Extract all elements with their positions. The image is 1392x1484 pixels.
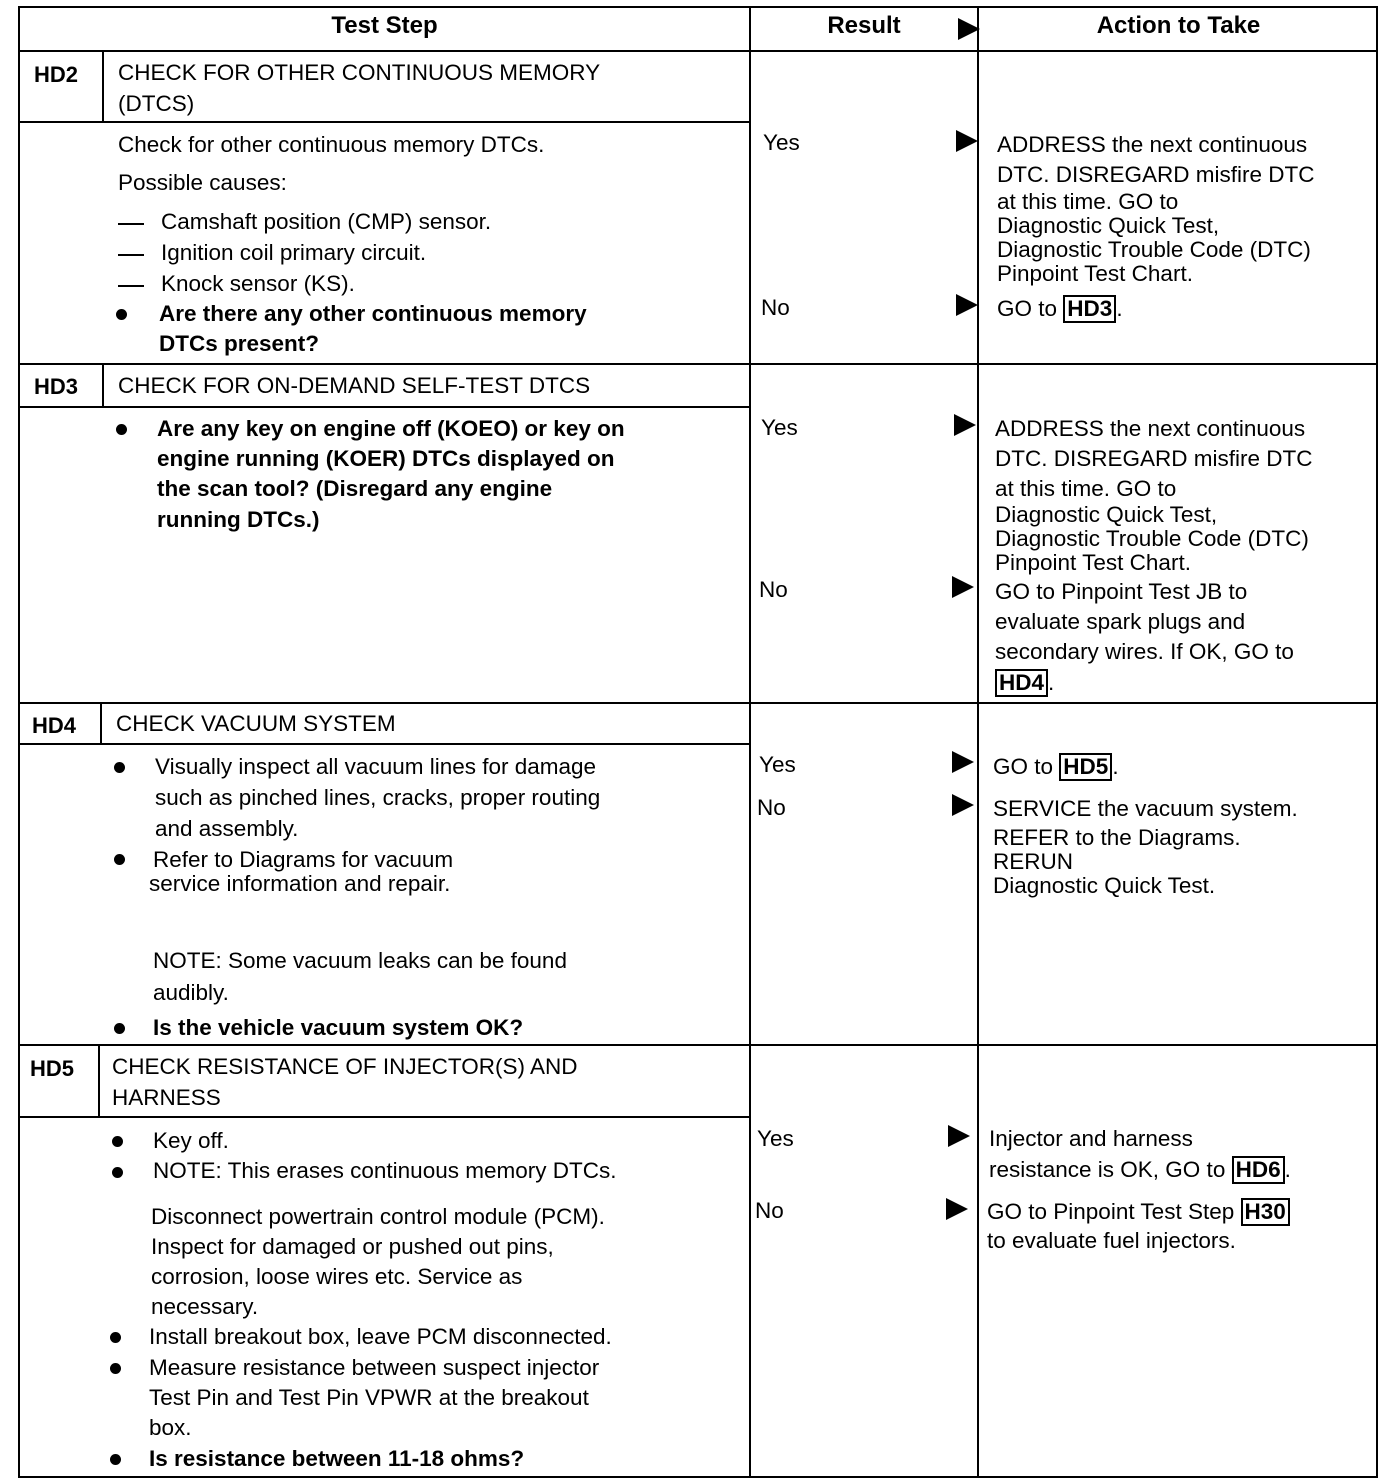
hd3-result-no: No [759, 577, 788, 602]
hd3-yes-action: at this time. GO to [995, 476, 1177, 501]
header-action: Action to Take [1096, 12, 1261, 39]
hd5-instruction: Key off. [153, 1128, 229, 1153]
hd4-step-title: CHECK VACUUM SYSTEM [116, 711, 396, 736]
hd4-instruction: service information and repair. [149, 871, 451, 896]
bullet-icon [114, 1023, 125, 1034]
hd4-divider [20, 1044, 1376, 1046]
action-text: GO to [993, 754, 1054, 779]
hd2-id-divider [102, 50, 104, 122]
hd5-step-title-line2: HARNESS [112, 1085, 221, 1110]
action-punct: . [1112, 754, 1119, 779]
hd5-id-divider [98, 1045, 100, 1117]
hd3-yes-action: DTC. DISREGARD misfire DTC [995, 446, 1313, 471]
hd4-note: audibly. [153, 980, 229, 1005]
hd2-result-yes: Yes [763, 130, 800, 155]
column-divider-result [749, 8, 751, 1476]
hd5-instruction: Inspect for damaged or pushed out pins, [151, 1234, 554, 1259]
hd5-no-action [987, 1198, 1290, 1226]
hd4-title-divider [20, 743, 749, 745]
hd3-no-action: evaluate spark plugs and [995, 609, 1246, 634]
bullet-icon [110, 1363, 121, 1374]
header-test-step: Test Step [331, 12, 438, 39]
hd5-instruction: corrosion, loose wires etc. Service as [151, 1264, 523, 1289]
hd2-text: Check for other continuous memory DTCs. [118, 132, 545, 157]
hd4-question: Is the vehicle vacuum system OK? [153, 1015, 524, 1040]
hd2-question: Are there any other continuous memory [159, 301, 587, 326]
hd5-result-no: No [755, 1198, 784, 1223]
hd2-result-no: No [761, 295, 790, 320]
hd4-instruction: such as pinched lines, cracks, proper routing [155, 785, 601, 810]
hd4-note: NOTE: Some vacuum leaks can be found [153, 948, 567, 973]
arrow-icon [954, 414, 976, 436]
hd2-yes-action: DTC. DISREGARD misfire DTC [997, 162, 1315, 187]
hd6-step-link[interactable]: HD6 [1232, 1156, 1285, 1184]
hd2-question: DTCs present? [159, 331, 320, 356]
header-result: Result [827, 12, 901, 39]
hd5-instruction: necessary. [151, 1294, 259, 1319]
hd4-instruction: and assembly. [155, 816, 299, 841]
column-divider-action [977, 8, 979, 1476]
hd2-step-id: HD2 [34, 62, 79, 87]
arrow-icon [946, 1198, 968, 1220]
hd4-result-no: No [757, 795, 786, 820]
hd2-divider [20, 363, 1376, 365]
hd3-yes-action: Diagnostic Trouble Code (DTC) [995, 526, 1309, 551]
action-punct: . [1116, 296, 1123, 321]
hd2-step-title-line1: CHECK FOR OTHER CONTINUOUS MEMORY [118, 60, 601, 85]
hd2-title-divider [20, 121, 749, 123]
arrow-icon [952, 576, 974, 598]
hd5-title-divider [20, 1116, 749, 1118]
hd4-step-id: HD4 [32, 713, 77, 738]
bullet-icon [110, 1332, 121, 1343]
arrow-icon [952, 751, 974, 773]
hd3-divider [20, 702, 1376, 704]
diagnostic-table [18, 6, 1378, 1478]
hd4-step-link[interactable]: HD4 [995, 669, 1048, 697]
hd4-instruction: Visually inspect all vacuum lines for damage [155, 754, 597, 779]
hd3-no-action: secondary wires. If OK, GO to [995, 639, 1294, 664]
hd2-cause: Ignition coil primary circuit. [161, 240, 427, 265]
bullet-icon [116, 309, 127, 320]
hd5-instruction: box. [149, 1415, 192, 1440]
hd3-step-title: CHECK FOR ON-DEMAND SELF-TEST DTCS [118, 373, 591, 398]
dash-icon [118, 254, 144, 256]
header-arrow-icon [958, 18, 980, 40]
hd3-question: engine running (KOER) DTCs displayed on [157, 446, 615, 471]
hd5-result-yes: Yes [757, 1126, 794, 1151]
dash-icon [118, 223, 144, 225]
hd3-question: running DTCs.) [157, 507, 320, 532]
hd2-yes-action: ADDRESS the next continuous [997, 132, 1308, 157]
bullet-icon [112, 1167, 123, 1178]
hd5-yes-action [989, 1156, 1291, 1184]
hd4-no-action: RERUN [993, 849, 1074, 874]
hd2-cause: Camshaft position (CMP) sensor. [161, 209, 492, 234]
header-divider [20, 50, 1376, 52]
action-text: GO to Pinpoint Test Step [987, 1199, 1235, 1224]
action-punct: . [1284, 1157, 1291, 1182]
hd2-yes-action: Diagnostic Trouble Code (DTC) [997, 237, 1311, 262]
hd3-step-link[interactable]: HD3 [1063, 295, 1116, 323]
hd5-instruction: NOTE: This erases continuous memory DTCs. [153, 1158, 617, 1183]
hd3-question: the scan tool? (Disregard any engine [157, 476, 553, 501]
arrow-icon [952, 794, 974, 816]
hd4-no-action: Diagnostic Quick Test. [993, 873, 1216, 898]
hd2-cause: Knock sensor (KS). [161, 271, 355, 296]
hd5-instruction: Measure resistance between suspect injector [149, 1355, 600, 1380]
hd2-no-action [997, 295, 1123, 323]
hd3-no-action: GO to Pinpoint Test JB to [995, 579, 1248, 604]
hd2-text: Possible causes: [118, 170, 287, 195]
dash-icon [118, 285, 144, 287]
action-text: resistance is OK, GO to [989, 1157, 1226, 1182]
hd4-no-action: REFER to the Diagrams. [993, 825, 1241, 850]
hd3-step-id: HD3 [34, 374, 79, 399]
bullet-icon [110, 1454, 121, 1465]
hd5-step-id: HD5 [30, 1056, 75, 1081]
bullet-icon [114, 762, 125, 773]
hd3-result-yes: Yes [761, 415, 798, 440]
hd5-instruction: Disconnect powertrain control module (PCM). [151, 1204, 605, 1229]
action-punct: . [1048, 670, 1055, 695]
arrow-icon [948, 1125, 970, 1147]
arrow-icon [956, 130, 978, 152]
hd3-yes-action: Diagnostic Quick Test, [995, 502, 1218, 527]
hd4-yes-action [993, 753, 1119, 781]
h30-step-link[interactable]: H30 [1241, 1198, 1290, 1226]
hd4-no-action: SERVICE the vacuum system. [993, 796, 1298, 821]
hd4-instruction: Refer to Diagrams for vacuum [153, 847, 454, 872]
hd2-step-title-line2: (DTCS) [118, 91, 195, 116]
hd5-question: Is resistance between 11-18 ohms? [149, 1446, 525, 1471]
hd3-yes-action: ADDRESS the next continuous [995, 416, 1306, 441]
hd5-yes-action: Injector and harness [989, 1126, 1193, 1151]
bullet-icon [116, 424, 127, 435]
hd5-step-title-line1: CHECK RESISTANCE OF INJECTOR(S) AND [112, 1054, 578, 1079]
hd5-no-action: to evaluate fuel injectors. [987, 1228, 1236, 1253]
hd5-instruction: Install breakout box, leave PCM disconnected. [149, 1324, 612, 1349]
arrow-icon [956, 294, 978, 316]
hd3-no-action [995, 669, 1054, 697]
hd3-question: Are any key on engine off (KOEO) or key on [157, 416, 625, 441]
hd5-instruction: Test Pin and Test Pin VPWR at the breakout [149, 1385, 589, 1410]
hd5-step-link[interactable]: HD5 [1059, 753, 1112, 781]
hd3-yes-action: Pinpoint Test Chart. [995, 550, 1191, 575]
bullet-icon [114, 854, 125, 865]
hd2-yes-action: at this time. GO to [997, 189, 1179, 214]
hd3-id-divider [102, 364, 104, 407]
bullet-icon [112, 1136, 123, 1147]
hd3-title-divider [20, 406, 749, 408]
hd2-yes-action: Pinpoint Test Chart. [997, 261, 1193, 286]
action-text: GO to [997, 296, 1058, 321]
hd4-id-divider [100, 703, 102, 744]
hd4-result-yes: Yes [759, 752, 796, 777]
hd2-yes-action: Diagnostic Quick Test, [997, 213, 1220, 238]
